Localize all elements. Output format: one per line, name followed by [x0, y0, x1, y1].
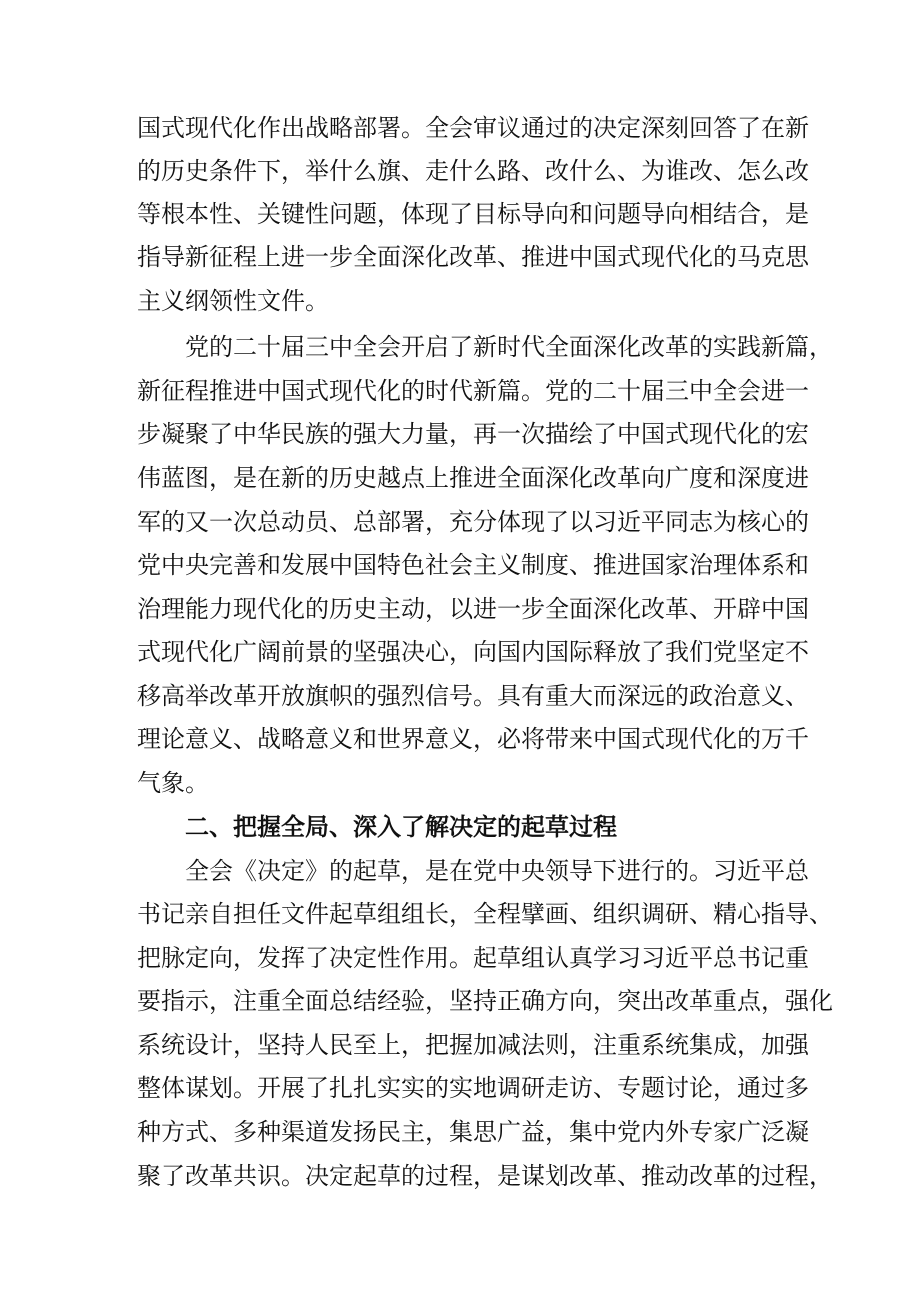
- body-line-12: 治理能力现代化的历史主动，以进一步全面深化改革、开辟中国: [137, 595, 809, 623]
- body-line-24: 聚了改革共识。决定起草的过程，是谋划改革、推动改革的过程，: [137, 1162, 833, 1190]
- section-heading: 二、把握全局、深入了解决定的起草过程: [185, 813, 617, 841]
- body-line-8: 步凝聚了中华民族的强大力量，再一次描绘了中国式现代化的宏: [137, 420, 809, 448]
- body-line-18: 书记亲自担任文件起草组组长，全程擘画、组织调研、精心指导、: [137, 900, 833, 928]
- body-line-14: 移高举改革开放旗帜的强烈信号。具有重大而深远的政治意义、: [137, 682, 809, 710]
- body-line-1: 国式现代化作出战略部署。全会审议通过的决定深刻回答了在新: [137, 114, 809, 142]
- body-line-15: 理论意义、战略意义和世界意义，必将带来中国式现代化的万千: [137, 725, 809, 753]
- body-line-22: 整体谋划。开展了扎扎实实的实地调研走访、专题讨论，通过多: [137, 1074, 809, 1102]
- body-line-7: 新征程推进中国式现代化的时代新篇。党的二十届三中全会进一: [137, 377, 809, 405]
- body-line-16: 气象。: [137, 769, 209, 797]
- body-line-9: 伟蓝图，是在新的历史越点上推进全面深化改革向广度和深度进: [137, 464, 809, 492]
- body-line-4: 指导新征程上进一步全面深化改革、推进中国式现代化的马克思: [137, 243, 809, 271]
- body-line-10: 军的又一次总动员、总部署，充分体现了以习近平同志为核心的: [137, 508, 809, 536]
- body-line-21: 系统设计，坚持人民至上，把握加减法则，注重系统集成，加强: [137, 1031, 809, 1059]
- body-line-17: 全会《决定》的起草，是在党中央领导下进行的。习近平总: [185, 857, 809, 885]
- body-line-2: 的历史条件下，举什么旗、走什么路、改什么、为谁改、怎么改: [137, 157, 809, 185]
- body-line-20: 要指示，注重全面总结经验，坚持正确方向，突出改革重点，强化: [137, 987, 833, 1015]
- body-line-13: 式现代化广阔前景的坚强决心，向国内国际释放了我们党坚定不: [137, 638, 809, 666]
- body-line-3: 等根本性、关键性问题，体现了目标导向和问题导向相结合，是: [137, 200, 809, 228]
- body-line-23: 种方式、多种渠道发扬民主，集思广益，集中党内外专家广泛凝: [137, 1118, 809, 1146]
- body-line-11: 党中央完善和发展中国特色社会主义制度、推进国家治理体系和: [137, 551, 809, 579]
- body-line-5: 主义纲领性文件。: [137, 287, 329, 315]
- body-line-19: 把脉定向，发挥了决定性作用。起草组认真学习习近平总书记重: [137, 944, 809, 972]
- body-line-6: 党的二十届三中全会开启了新时代全面深化改革的实践新篇，: [185, 333, 833, 361]
